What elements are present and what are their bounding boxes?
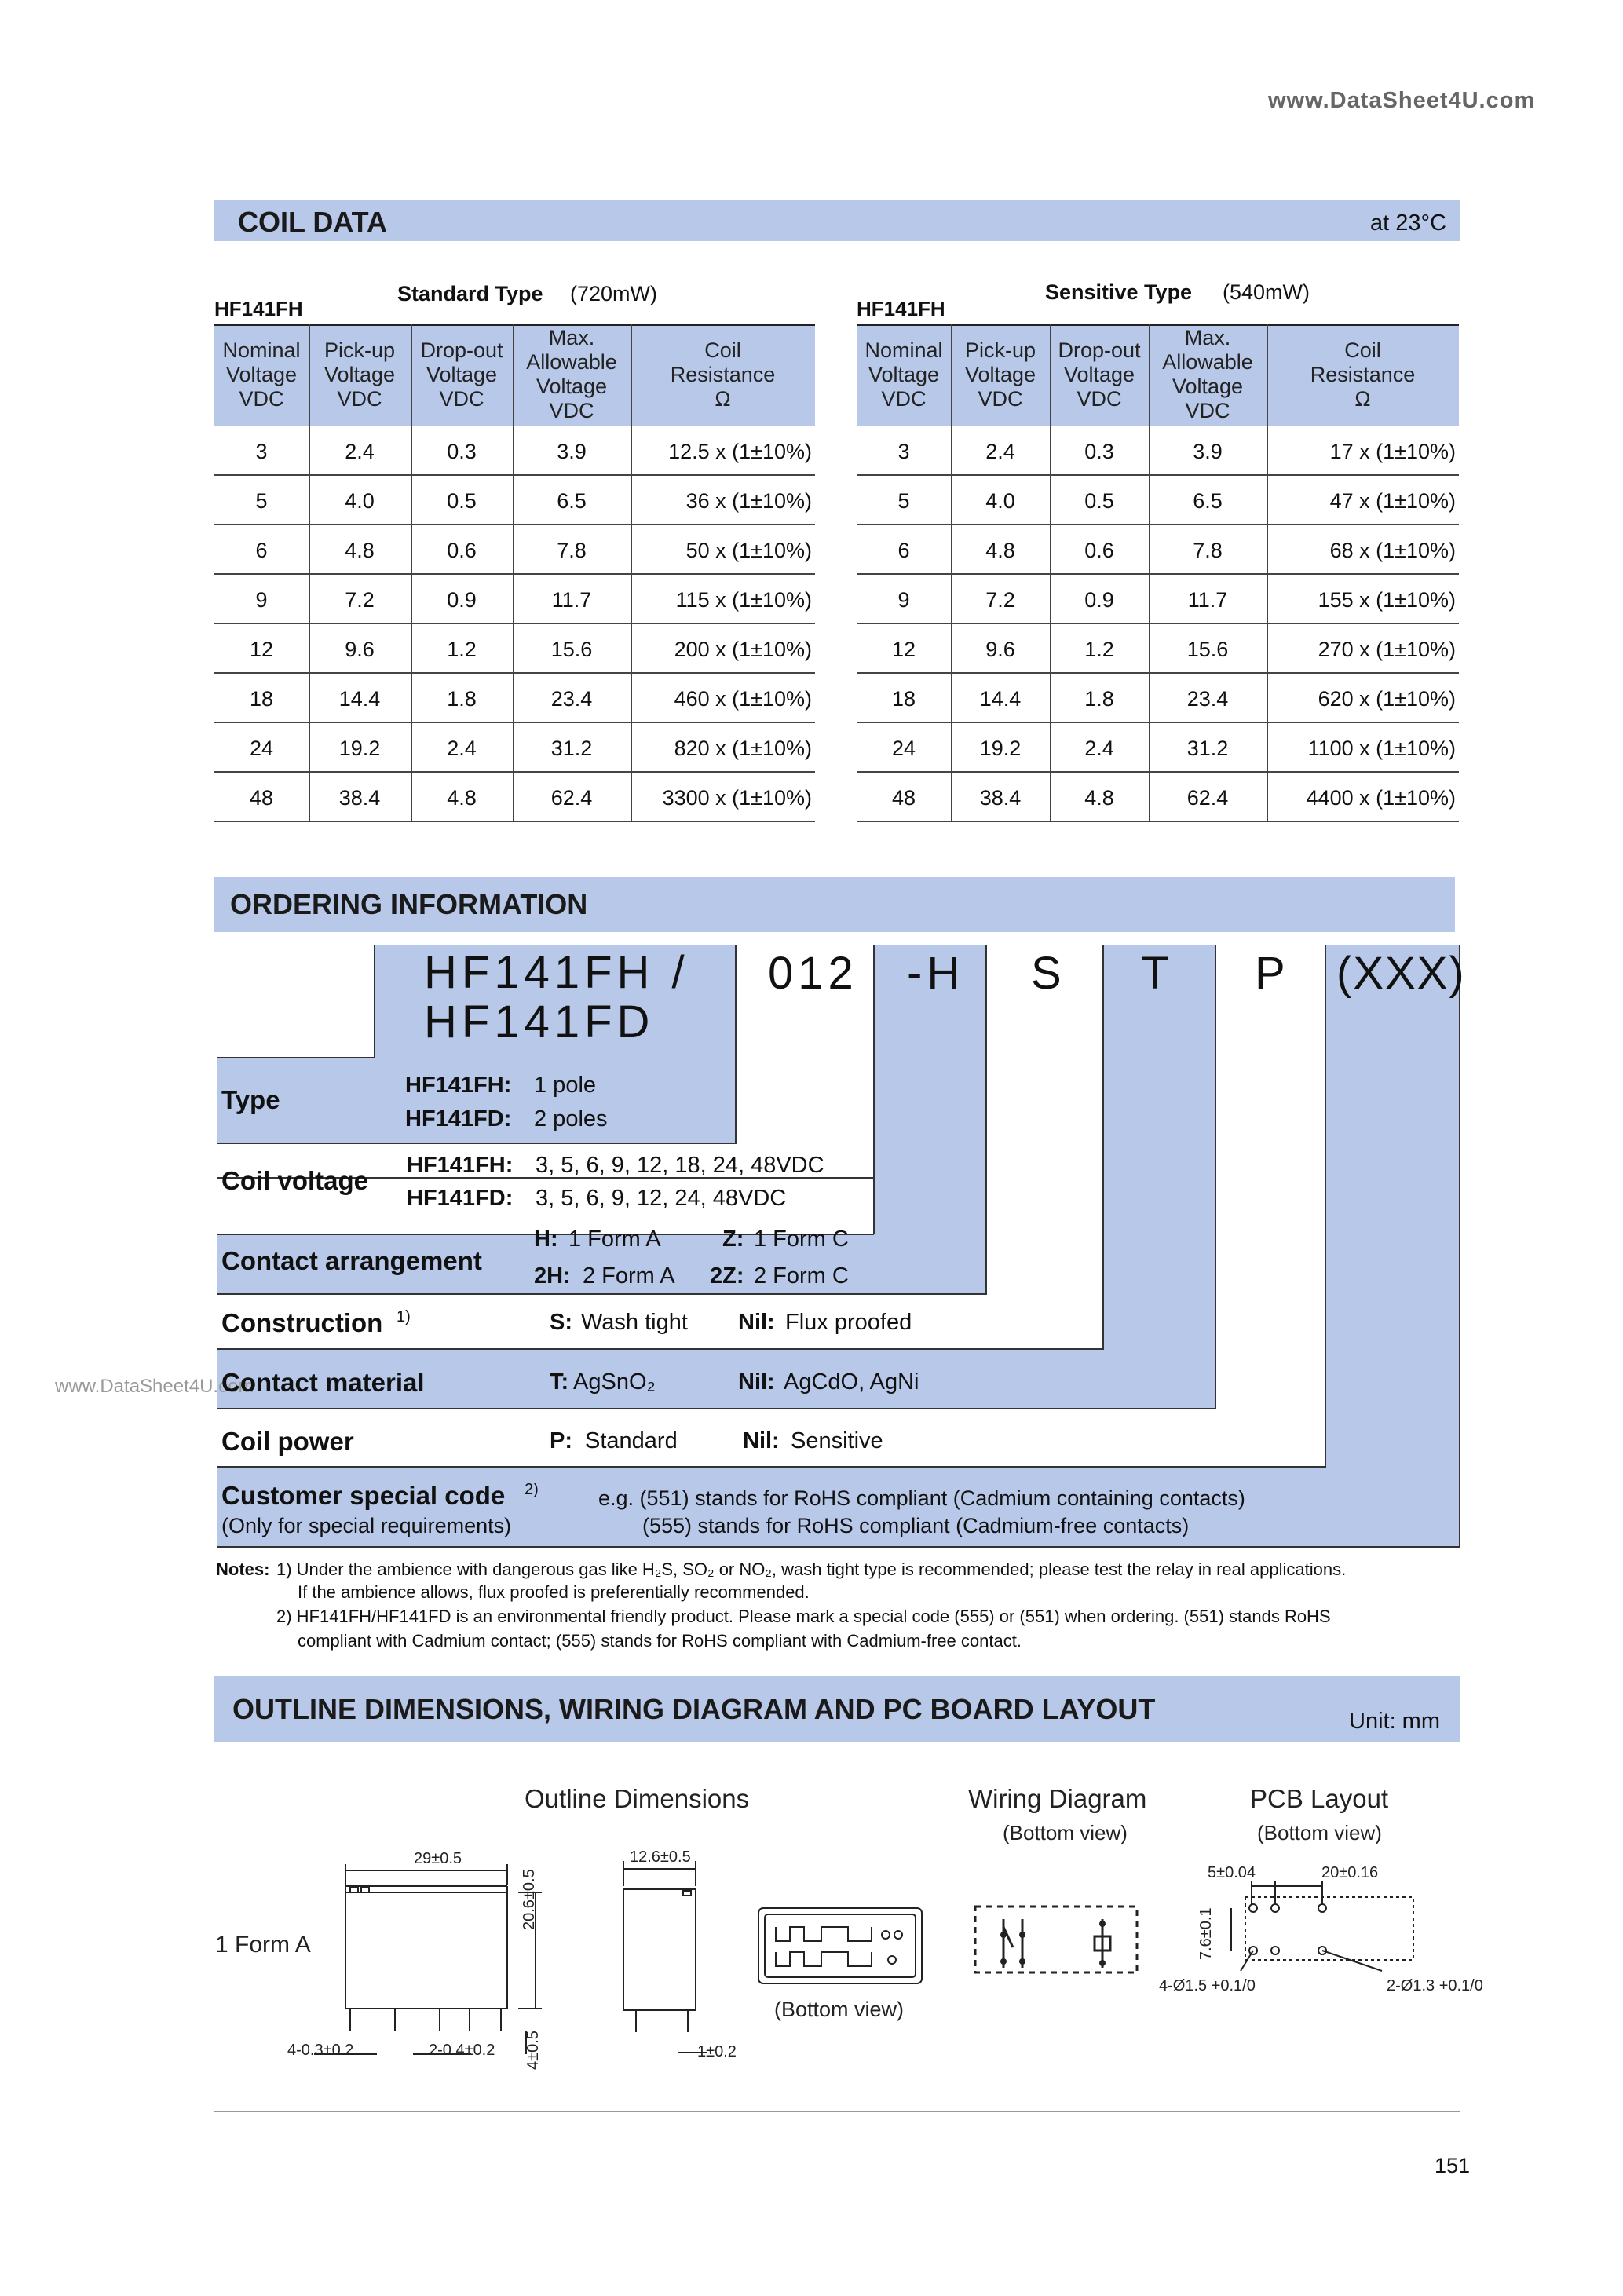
ca-2z: 2Z:: [710, 1263, 744, 1289]
contact-material-nil-value: AgCdO, AgNi: [784, 1369, 919, 1395]
form-label: 1 Form A: [215, 1932, 311, 1958]
outline-side-view: [612, 1853, 715, 2073]
coil-power-nil: Nil:: [743, 1428, 780, 1453]
sensitive-cell-r6-c2: 2.4: [1084, 737, 1114, 760]
ca-2h-value: 2 Form A: [583, 1263, 675, 1289]
standard-type-label: Standard Type: [397, 282, 543, 305]
coil-power-label: Coil power: [221, 1427, 354, 1456]
sensitive-cell-r6-c3: 31.2: [1186, 737, 1229, 760]
construction-sup: 1): [397, 1308, 411, 1325]
type-fh: HF141FH:: [405, 1073, 512, 1098]
standard-cell-r5-c2: 1.8: [447, 687, 477, 711]
standard-cell-r4-c2: 1.2: [447, 638, 477, 661]
sensitive-cell-r3-c2: 0.9: [1084, 588, 1114, 612]
standard-cell-r0-c4: 12.5 x (1±10%): [668, 440, 812, 463]
standard-cell-r1-c4: 36 x (1±10%): [685, 489, 812, 513]
sensitive-cell-r7-c4: 4400 x (1±10%): [1306, 786, 1456, 810]
construction-s-value: Wash tight: [581, 1310, 688, 1335]
sensitive-cell-r5-c0: 18: [891, 687, 916, 711]
standard-power: (720mW): [570, 282, 658, 305]
dim-pin-off: 1±0.2: [697, 2043, 737, 2060]
standard-cell-r0-c0: 3: [255, 440, 268, 463]
note-2a: 2) HF141FH/HF141FD is an environmental friendly product. Please mark a special code (555) or (551) when ordering. (551) stands RoHS: [276, 1607, 1331, 1626]
notes-label: Notes:: [216, 1559, 270, 1579]
standard-cell-r3-c1: 7.2: [345, 588, 375, 612]
standard-cell-r4-c0: 12: [249, 638, 274, 661]
sensitive-cell-r3-c3: 11.7: [1187, 588, 1228, 612]
sensitive-cell-r7-c3: 62.4: [1186, 786, 1229, 810]
sensitive-cell-r3-c4: 155 x (1±10%): [1318, 588, 1456, 612]
dim-pin-w: 2-0.4±0.2: [429, 2042, 495, 2059]
sensitive-cell-r0-c3: 3.9: [1193, 440, 1223, 463]
contact-material-label: Contact material: [221, 1368, 425, 1397]
bottom-view-drawing: [754, 1903, 927, 1990]
watermark-top: www.DataSheet4U.com: [1268, 88, 1536, 113]
standard-cell-r3-c3: 11.7: [551, 588, 592, 612]
coil-voltage-label: Coil voltage: [221, 1166, 369, 1195]
sensitive-cell-r4-c0: 12: [891, 638, 916, 661]
sensitive-cell-r0-c1: 2.4: [985, 440, 1015, 463]
watermark-side: www.DataSheet4U.com: [55, 1376, 254, 1397]
dim-pcb-76: 7.6±0.1: [1197, 1907, 1215, 1960]
ca-h: H:: [534, 1227, 558, 1252]
contact-material-t: T:: [550, 1369, 569, 1395]
ca-h-value: 1 Form A: [568, 1227, 661, 1252]
ca-z: Z:: [722, 1227, 744, 1252]
sensitive-cell-r6-c4: 1100 x (1±10%): [1307, 737, 1456, 760]
sensitive-header-3: Max. Allowable Voltage VDC: [1162, 326, 1253, 422]
sensitive-cell-r5-c3: 23.4: [1186, 687, 1229, 711]
coil-data-title: COIL DATA: [238, 206, 387, 238]
wiring-sub: (Bottom view): [1003, 1821, 1128, 1844]
standard-cell-r4-c1: 9.6: [345, 638, 375, 661]
coil-voltage-fh-value: 3, 5, 6, 9, 12, 18, 24, 48VDC: [536, 1153, 824, 1178]
sensitive-cell-r2-c3: 7.8: [1193, 539, 1223, 562]
sensitive-cell-r7-c0: 48: [891, 786, 916, 810]
customer-code-sup: 2): [525, 1481, 539, 1498]
sensitive-cell-r7-c2: 4.8: [1084, 786, 1114, 810]
dim-height: 20.6±0.5: [521, 1869, 538, 1930]
code-xxx: (XXX): [1336, 948, 1466, 999]
dim-pcb-20: 20±0.16: [1321, 1864, 1379, 1881]
outline-caption: Outline Dimensions: [525, 1784, 750, 1813]
note-2b: compliant with Cadmium contact; (555) stands for RoHS compliant with Cadmium-free contact.: [298, 1631, 1022, 1651]
standard-cell-r7-c3: 62.4: [550, 786, 593, 810]
sensitive-cell-r2-c1: 4.8: [985, 539, 1015, 562]
coil-voltage-fd-value: 3, 5, 6, 9, 12, 24, 48VDC: [536, 1186, 787, 1211]
contact-arrangement-label: Contact arrangement: [221, 1246, 482, 1275]
sensitive-cell-r2-c0: 6: [897, 539, 910, 562]
pcb-layout: [1225, 1874, 1429, 1991]
sensitive-cell-r1-c0: 5: [897, 489, 910, 513]
sensitive-model: HF141FH: [857, 297, 945, 320]
dim-length: 29±0.5: [414, 1850, 462, 1867]
code-h: -H: [907, 948, 965, 999]
standard-cell-r7-c1: 38.4: [338, 786, 381, 810]
customer-code-sub: (Only for special requirements): [221, 1514, 512, 1537]
standard-cell-r5-c0: 18: [249, 687, 274, 711]
customer-code-line2: (555) stands for RoHS compliant (Cadmium-free contacts): [642, 1514, 1190, 1537]
pcb-caption: PCB Layout: [1250, 1784, 1389, 1813]
wiring-caption: Wiring Diagram: [968, 1784, 1147, 1813]
standard-cell-r1-c2: 0.5: [447, 489, 477, 513]
page-number: 151: [1435, 2154, 1471, 2177]
coil-data-condition: at 23°C: [1370, 210, 1447, 236]
standard-cell-r7-c2: 4.8: [447, 786, 477, 810]
standard-cell-r6-c1: 19.2: [338, 737, 381, 760]
sensitive-cell-r4-c4: 270 x (1±10%): [1318, 638, 1456, 661]
wiring-diagram: [972, 1896, 1145, 1982]
standard-cell-r6-c4: 820 x (1±10%): [674, 737, 812, 760]
standard-cell-r1-c0: 5: [255, 489, 268, 513]
sensitive-cell-r0-c2: 0.3: [1084, 440, 1114, 463]
sensitive-cell-r7-c1: 38.4: [979, 786, 1022, 810]
coil-voltage-fh: HF141FH:: [407, 1153, 514, 1178]
outline-title: OUTLINE DIMENSIONS, WIRING DIAGRAM AND PC BOARD LAYOUT: [232, 1693, 1156, 1725]
sensitive-cell-r2-c4: 68 x (1±10%): [1329, 539, 1456, 562]
outline-front-view: [283, 1853, 542, 2073]
sensitive-header-1: Pick-up Voltage VDC: [964, 338, 1036, 411]
sensitive-cell-r1-c4: 47 x (1±10%): [1329, 489, 1456, 513]
standard-cell-r6-c2: 2.4: [447, 737, 477, 760]
standard-cell-r3-c0: 9: [255, 588, 268, 612]
standard-cell-r0-c1: 2.4: [345, 440, 375, 463]
coil-power-p-value: Standard: [585, 1428, 678, 1453]
standard-cell-r4-c3: 15.6: [550, 638, 593, 661]
sensitive-cell-r2-c2: 0.6: [1084, 539, 1114, 562]
type-fd: HF141FD:: [405, 1106, 512, 1132]
dim-pcb-5: 5±0.04: [1208, 1864, 1256, 1881]
ca-z-value: 1 Form C: [754, 1227, 849, 1252]
coil-power-p: P:: [550, 1428, 572, 1453]
sensitive-cell-r5-c4: 620 x (1±10%): [1318, 687, 1456, 711]
sensitive-header-2: Drop-out Voltage VDC: [1058, 338, 1141, 411]
sensitive-header-4: Coil Resistance Ω: [1310, 338, 1416, 411]
note-1b: If the ambience allows, flux proofed is preferentially recommended.: [298, 1582, 810, 1602]
sensitive-cell-r4-c2: 1.2: [1084, 638, 1114, 661]
sensitive-cell-r1-c3: 6.5: [1193, 489, 1223, 513]
dim-pin-len: 4±0.5: [525, 2031, 542, 2070]
standard-cell-r2-c3: 7.8: [557, 539, 587, 562]
standard-cell-r3-c2: 0.9: [447, 588, 477, 612]
type-fd-value: 2 poles: [534, 1106, 608, 1132]
bottom-view-label: (Bottom view): [774, 1998, 905, 2021]
sensitive-cell-r0-c0: 3: [897, 440, 910, 463]
standard-model: HF141FH: [214, 297, 303, 320]
standard-cell-r2-c0: 6: [255, 539, 268, 562]
code-s: S: [1031, 948, 1066, 999]
standard-cell-r5-c4: 460 x (1±10%): [674, 687, 812, 711]
note-1a: 1) Under the ambience with dangerous gas like H₂S, SO₂ or NO₂, wash tight type is recommended; please test the relay in real applications.: [276, 1559, 1347, 1579]
standard-header-4: Coil Resistance Ω: [670, 338, 776, 411]
contact-material-t-value: AgSnO₂: [573, 1369, 656, 1395]
standard-cell-r2-c1: 4.8: [345, 539, 375, 562]
standard-cell-r5-c1: 14.4: [338, 687, 381, 711]
sensitive-cell-r3-c1: 7.2: [985, 588, 1015, 612]
standard-cell-r6-c0: 24: [249, 737, 274, 760]
dim-width: 12.6±0.5: [630, 1848, 691, 1866]
sensitive-cell-r6-c1: 19.2: [979, 737, 1022, 760]
code-model-line2: HF141FD: [424, 996, 655, 1047]
customer-code-label: Customer special code: [221, 1481, 506, 1510]
contact-material-nil: Nil:: [738, 1369, 775, 1395]
coil-power-nil-value: Sensitive: [791, 1428, 883, 1453]
code-model-line1: HF141FH /: [424, 947, 689, 998]
sensitive-cell-r6-c0: 24: [891, 737, 916, 760]
type-label: Type: [221, 1085, 280, 1114]
pcb-sub: (Bottom view): [1257, 1821, 1382, 1844]
sensitive-cell-r5-c1: 14.4: [979, 687, 1022, 711]
ca-2z-value: 2 Form C: [754, 1263, 849, 1289]
standard-header-0: Nominal Voltage VDC: [222, 338, 301, 411]
type-fh-value: 1 pole: [534, 1073, 597, 1098]
sensitive-type-label: Sensitive Type: [1045, 280, 1193, 304]
standard-cell-r3-c4: 115 x (1±10%): [675, 588, 812, 612]
standard-cell-r5-c3: 23.4: [550, 687, 593, 711]
standard-cell-r1-c3: 6.5: [557, 489, 587, 513]
sensitive-power: (540mW): [1223, 280, 1310, 304]
dim-pin-d: 4-0.3±0.2: [287, 2042, 354, 2059]
code-voltage: 012: [768, 948, 858, 999]
code-p: P: [1255, 948, 1290, 999]
sensitive-cell-r5-c2: 1.8: [1084, 687, 1114, 711]
sensitive-cell-r3-c0: 9: [897, 588, 910, 612]
dim-pcb-hole2: 2-Ø1.3 +0.1/0: [1387, 1977, 1483, 1994]
construction-nil: Nil:: [738, 1310, 775, 1335]
sensitive-cell-r0-c4: 17 x (1±10%): [1329, 440, 1456, 463]
standard-cell-r2-c2: 0.6: [447, 539, 477, 562]
standard-cell-r2-c4: 50 x (1±10%): [685, 539, 812, 562]
footer-rule: [214, 2111, 1460, 2112]
sensitive-cell-r4-c3: 15.6: [1186, 638, 1229, 661]
standard-cell-r7-c0: 48: [249, 786, 274, 810]
construction-label: Construction: [221, 1308, 383, 1337]
dim-pcb-hole1: 4-Ø1.5 +0.1/0: [1159, 1977, 1256, 1994]
sensitive-cell-r1-c2: 0.5: [1084, 489, 1114, 513]
code-t: T: [1141, 948, 1174, 999]
coil-voltage-fd: HF141FD:: [407, 1186, 514, 1211]
standard-header-3: Max. Allowable Voltage VDC: [526, 326, 617, 422]
standard-header-2: Drop-out Voltage VDC: [420, 338, 503, 411]
standard-cell-r4-c4: 200 x (1±10%): [674, 638, 812, 661]
sensitive-cell-r1-c1: 4.0: [985, 489, 1015, 513]
construction-s: S:: [550, 1310, 572, 1335]
outline-unit: Unit: mm: [1349, 1709, 1440, 1734]
standard-cell-r0-c2: 0.3: [447, 440, 477, 463]
construction-nil-value: Flux proofed: [785, 1310, 912, 1335]
standard-cell-r6-c3: 31.2: [550, 737, 593, 760]
standard-cell-r7-c4: 3300 x (1±10%): [662, 786, 812, 810]
standard-cell-r0-c3: 3.9: [557, 440, 587, 463]
customer-code-line1: e.g. (551) stands for RoHS compliant (Cadmium containing contacts): [598, 1486, 1245, 1510]
ca-2h: 2H:: [534, 1263, 571, 1289]
ordering-title: ORDERING INFORMATION: [230, 888, 588, 920]
sensitive-header-0: Nominal Voltage VDC: [865, 338, 943, 411]
standard-header-1: Pick-up Voltage VDC: [324, 338, 396, 411]
sensitive-cell-r4-c1: 9.6: [985, 638, 1015, 661]
standard-cell-r1-c1: 4.0: [345, 489, 375, 513]
